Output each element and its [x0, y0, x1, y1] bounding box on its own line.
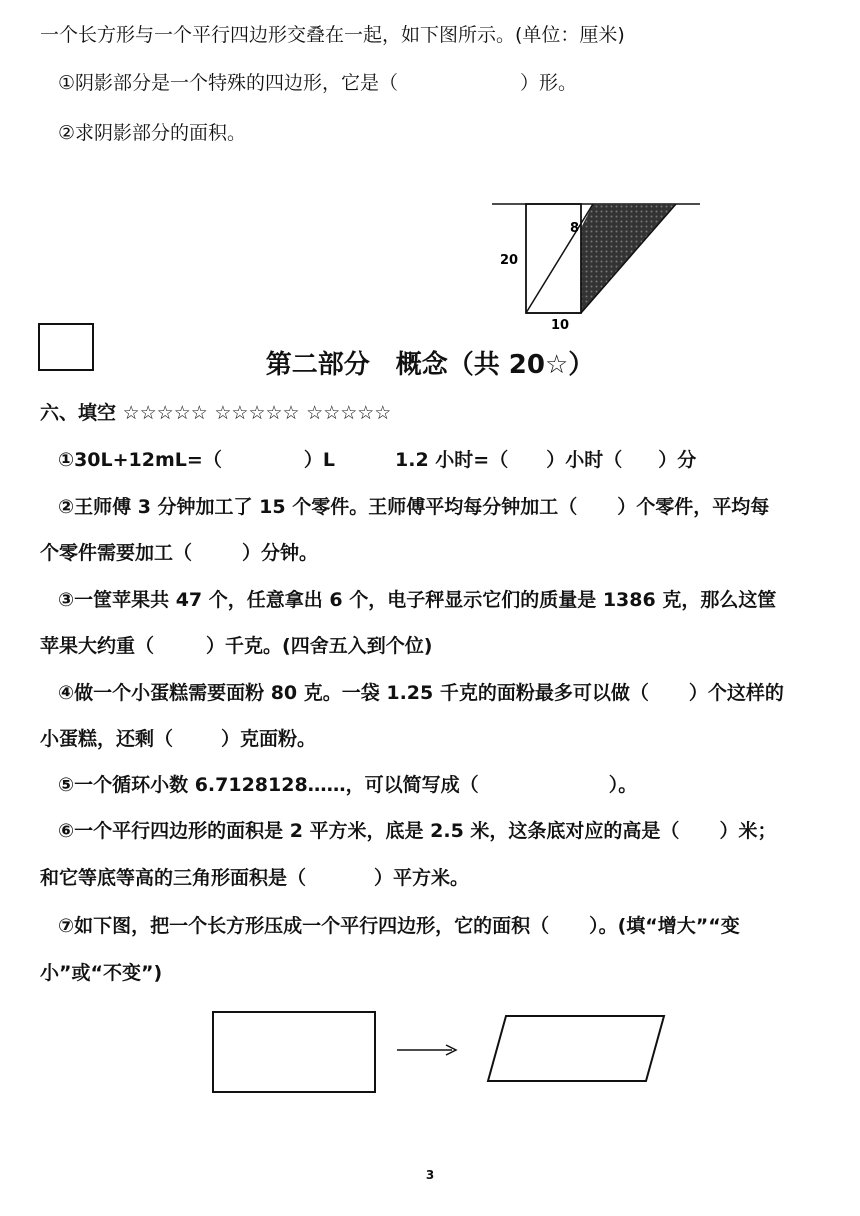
part-title: 第二部分 概念（共 20☆） — [265, 350, 595, 380]
fill-item-3-cont: 苹果大约重（ ）千克。(四舍五入到个位) — [40, 635, 433, 657]
question-2: ②求阴影部分的面积。 — [58, 122, 247, 144]
arrow-head-icon — [446, 1045, 456, 1055]
fill-item-7: ⑦如下图，把一个长方形压成一个平行四边形，它的面积（ ）。(填“增大”“变 — [58, 915, 740, 937]
label-top: 8 — [570, 221, 580, 236]
fill-item-4-cont: 小蛋糕，还剩（ ）克面粉。 — [40, 728, 317, 750]
label-height: 20 — [500, 253, 519, 268]
fill-item-1: ①30L+12mL=（ ）L — [58, 449, 335, 471]
section-heading: 六、填空 ☆☆☆☆☆ ☆☆☆☆☆ ☆☆☆☆☆ — [40, 402, 392, 424]
fill-item-7-cont: 小”或“不变”) — [40, 962, 163, 984]
problem-intro: 一个长方形与一个平行四边形交叠在一起，如下图所示。(单位：厘米) — [40, 24, 625, 46]
parallelogram-shape — [488, 1016, 664, 1081]
question-1-text: ①阴影部分是一个特殊的四边形，它是（ — [58, 72, 399, 94]
fill-item-6: ⑥一个平行四边形的面积是 2 平方米，底是 2.5 米，这条底对应的高是（ ）米； — [58, 820, 777, 842]
overlap-figure — [0, 0, 860, 340]
fill-item-5: ⑤一个循环小数 6.7128128……，可以简写成（ ）。 — [58, 774, 638, 796]
rectangle-shape — [213, 1012, 375, 1092]
fill-item-6-cont: 和它等底等高的三角形面积是（ ）平方米。 — [40, 867, 470, 889]
fill-item-3: ③一筐苹果共 47 个，任意拿出 6 个，电子秤显示它们的质量是 1386 克，那么这筐 — [58, 589, 777, 611]
fill-item-2-cont: 个零件需要加工（ ）分钟。 — [40, 542, 319, 564]
page-number: 3 — [425, 1168, 435, 1182]
fill-item-4: ④做一个小蛋糕需要面粉 80 克。一袋 1.25 千克的面粉最多可以做（ ）个这样的 — [58, 682, 784, 704]
fill-item-2: ②王师傅 3 分钟加工了 15 个零件。王师傅平均每分钟加工（ ）个零件，平均每 — [58, 496, 770, 518]
fill-item-1-time: 1.2 小时=（ ）小时（ ）分 — [395, 449, 697, 471]
label-base: 10 — [551, 318, 570, 333]
question-1-end: ）形。 — [520, 72, 578, 94]
